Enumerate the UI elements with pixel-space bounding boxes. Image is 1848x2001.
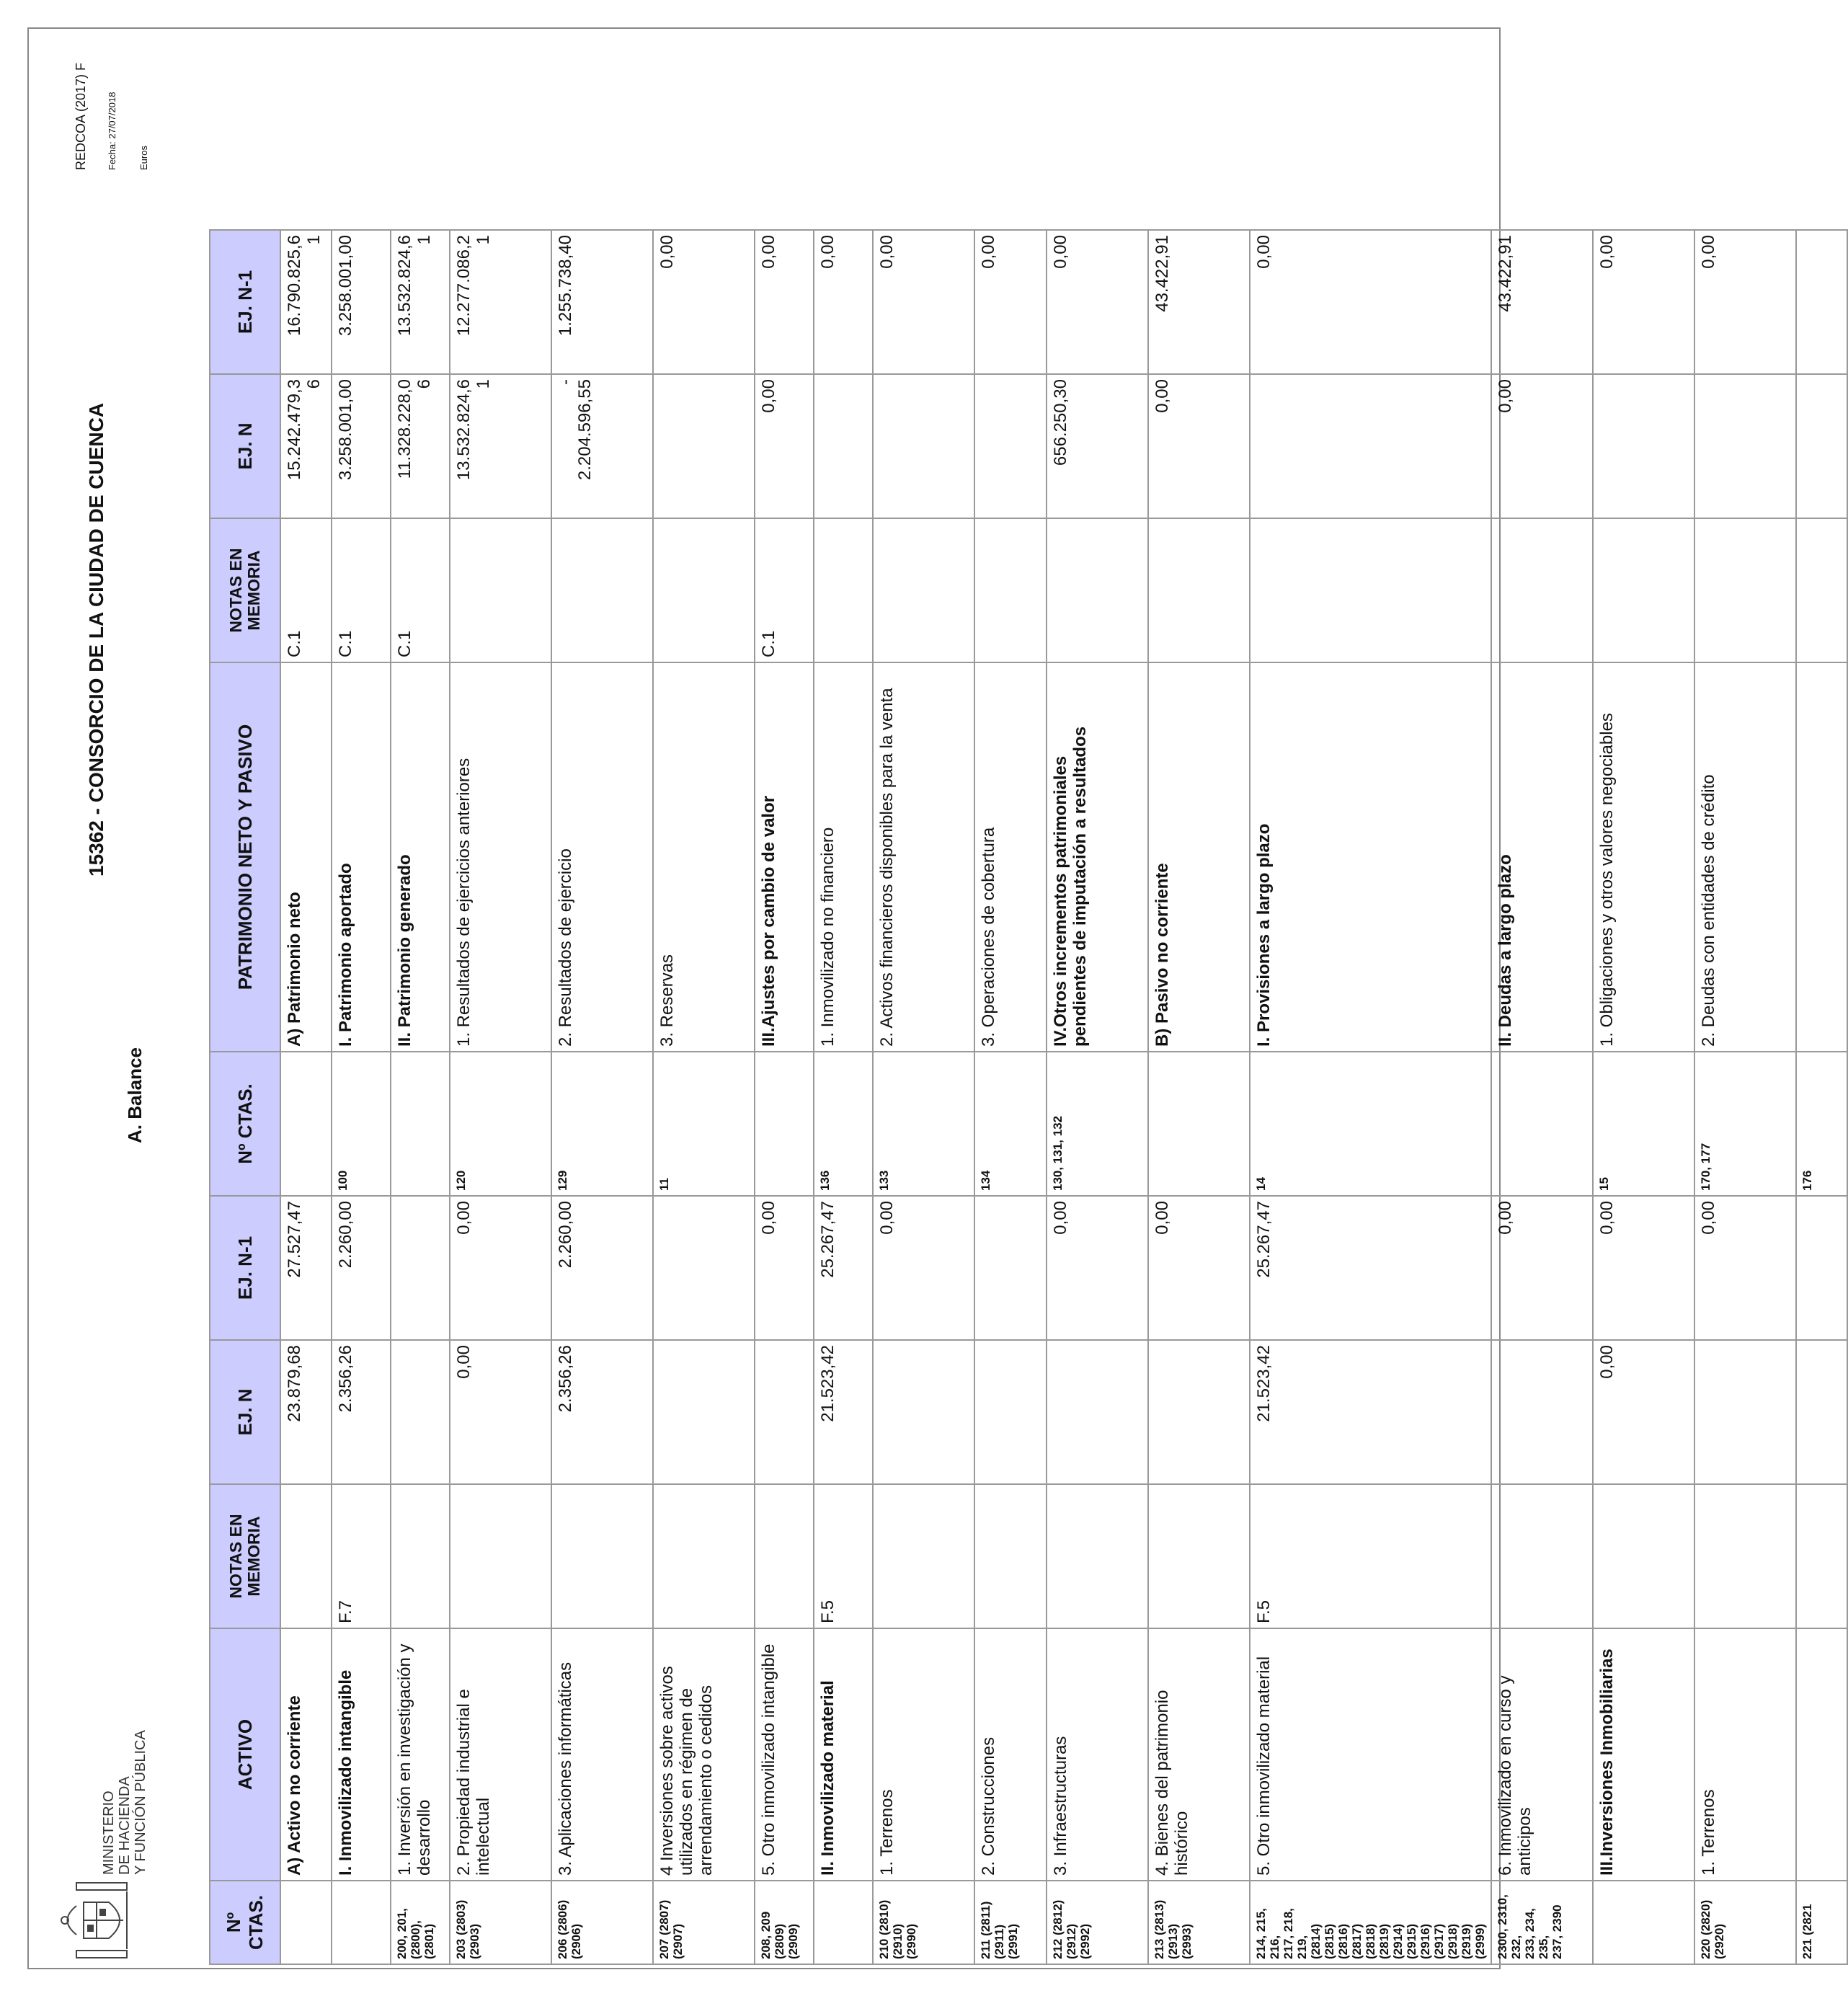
- cell-ej-n-activo: 0,00: [1593, 1340, 1694, 1484]
- cell-notas-pasivo: [1047, 518, 1148, 662]
- cell-ej-n-activo: [974, 1340, 1047, 1484]
- cell-activo: 4 Inversiones sobre activos utilizados en régimen de arrendamiento o cedidos: [653, 1628, 755, 1881]
- cell-ej-n1-activo: [391, 1196, 450, 1340]
- ministry-name: MINISTERIO DE HACIENDA Y FUNCIÓN PÚBLICA: [101, 1730, 148, 1875]
- cell-pasivo: IV.Otros incrementos patrimoniales pendientes de imputación a resultados: [1047, 662, 1148, 1052]
- cell-ctas-activo: 200, 201, (2800), (2801): [391, 1881, 450, 1964]
- table-row: [1694, 230, 1796, 1964]
- cell-ej-n-activo: 0,00: [450, 1340, 551, 1484]
- cell-activo: 4. Bienes del patrimonio histórico: [1148, 1628, 1250, 1881]
- cell-ctas-pasivo: 14: [1250, 1052, 1491, 1196]
- cell-ctas-pasivo: [755, 1052, 814, 1196]
- cell-ctas-activo: [814, 1881, 873, 1964]
- cell-ej-n-activo: [1148, 1340, 1250, 1484]
- cell-activo: III.Inversiones Inmobiliarias: [1593, 1628, 1694, 1881]
- cell-ej-n1-pasivo: 0,00: [974, 230, 1047, 374]
- cell-ctas-pasivo: [280, 1052, 332, 1196]
- cell-ej-n-activo: 21.523,42: [1250, 1340, 1491, 1484]
- cell-ej-n-pasivo: 13.532.824,6 1: [450, 374, 551, 518]
- cell-ej-n1-pasivo: 3.258.001,00: [332, 230, 391, 374]
- cell-ej-n1-pasivo: 0,00: [1250, 230, 1491, 374]
- cell-ej-n-pasivo: [974, 374, 1047, 518]
- table-row: [1148, 230, 1250, 1964]
- table-row: [1593, 230, 1694, 1964]
- cell-ej-n1-pasivo: 13.532.824,6 1: [391, 230, 450, 374]
- coat-of-arms-icon: [55, 1877, 141, 1964]
- cell-ej-n1-pasivo: 43.422,91: [1491, 230, 1593, 374]
- cell-notas-activo: F.5: [1250, 1484, 1491, 1628]
- cell-notas-activo: [450, 1484, 551, 1628]
- cell-notas-pasivo: [974, 518, 1047, 662]
- cell-notas-activo: [755, 1484, 814, 1628]
- report-date: Fecha: 27/07/2018: [107, 92, 117, 170]
- cell-activo: 1. Terrenos: [1694, 1628, 1796, 1881]
- cell-activo: II. Inmovilizado material: [814, 1628, 873, 1881]
- cell-notas-activo: [653, 1484, 755, 1628]
- cell-ctas-pasivo: 136: [814, 1052, 873, 1196]
- cell-ej-n1-activo: [1796, 1196, 1847, 1340]
- cell-activo: 6. Inmovilizado en curso y anticipos: [1491, 1628, 1593, 1881]
- table-row: [974, 230, 1047, 1964]
- cell-pasivo: [1796, 662, 1847, 1052]
- cell-ej-n1-pasivo: 0,00: [814, 230, 873, 374]
- cell-notas-activo: [1796, 1484, 1847, 1628]
- table-row: [814, 230, 873, 1964]
- cell-ej-n1-pasivo: 1.255.738,40: [551, 230, 653, 374]
- cell-ej-n-pasivo: [1796, 374, 1847, 518]
- cell-ej-n1-activo: 0,00: [1148, 1196, 1250, 1340]
- cell-ej-n-pasivo: [873, 374, 974, 518]
- cell-ej-n-activo: 2.356,26: [332, 1340, 391, 1484]
- report-code: REDCOA (2017) F: [74, 62, 88, 170]
- cell-notas-activo: [1694, 1484, 1796, 1628]
- cell-pasivo: B) Pasivo no corriente: [1148, 662, 1250, 1052]
- cell-ej-n1-activo: 0,00: [1047, 1196, 1148, 1340]
- cell-ej-n1-activo: 0,00: [1694, 1196, 1796, 1340]
- cell-notas-activo: [1047, 1484, 1148, 1628]
- cell-ctas-activo: 207 (2807) (2907): [653, 1881, 755, 1964]
- cell-notas-pasivo: [653, 518, 755, 662]
- cell-notas-pasivo: [873, 518, 974, 662]
- cell-notas-activo: [1491, 1484, 1593, 1628]
- cell-ej-n1-activo: 25.267,47: [1250, 1196, 1491, 1340]
- cell-ej-n-pasivo: 11.328.228,0 6: [391, 374, 450, 518]
- cell-ctas-pasivo: [1491, 1052, 1593, 1196]
- cell-ej-n1-activo: 2.260,00: [332, 1196, 391, 1340]
- table-row: [653, 230, 755, 1964]
- cell-ctas-activo: 221 (2821: [1796, 1881, 1847, 1964]
- cell-notas-pasivo: [1593, 518, 1694, 662]
- cell-activo: I. Inmovilizado intangible: [332, 1628, 391, 1881]
- cell-ej-n1-activo: 25.267,47: [814, 1196, 873, 1340]
- cell-activo: 1. Inversión en investigación y desarrollo: [391, 1628, 450, 1881]
- cell-ej-n-pasivo: 3.258.001,00: [332, 374, 391, 518]
- col-header-pasivo: PATRIMONIO NETO Y PASIVO: [210, 662, 280, 1052]
- cell-notas-pasivo: [450, 518, 551, 662]
- cell-activo: 3. Infraestructuras: [1047, 1628, 1148, 1881]
- cell-notas-pasivo: [1148, 518, 1250, 662]
- cell-pasivo: 2. Activos financieros disponibles para la venta: [873, 662, 974, 1052]
- cell-activo: 1. Terrenos: [873, 1628, 974, 1881]
- cell-ej-n-pasivo: 656.250,30: [1047, 374, 1148, 518]
- cell-ej-n-pasivo: 0,00: [1491, 374, 1593, 518]
- cell-notas-pasivo: [551, 518, 653, 662]
- cell-ej-n-activo: [1694, 1340, 1796, 1484]
- cell-activo: 2. Construcciones: [974, 1628, 1047, 1881]
- cell-pasivo: I. Provisiones a largo plazo: [1250, 662, 1491, 1052]
- cell-notas-activo: [551, 1484, 653, 1628]
- col-header-notas-pasivo: NOTAS EN MEMORIA: [210, 518, 280, 662]
- cell-notas-pasivo: [814, 518, 873, 662]
- table-header-row: [210, 230, 280, 1964]
- cell-ctas-activo: 208, 209 (2809) (2909): [755, 1881, 814, 1964]
- cell-ej-n1-activo: 27.527,47: [280, 1196, 332, 1340]
- col-header-ej-n-pasivo: EJ. N: [210, 374, 280, 518]
- cell-notas-pasivo: C.1: [391, 518, 450, 662]
- cell-pasivo: II. Deudas a largo plazo: [1491, 662, 1593, 1052]
- cell-pasivo: 3. Operaciones de cobertura: [974, 662, 1047, 1052]
- cell-ej-n-pasivo: [814, 374, 873, 518]
- cell-ctas-pasivo: 130, 131, 132: [1047, 1052, 1148, 1196]
- cell-ctas-pasivo: 15: [1593, 1052, 1694, 1196]
- cell-ej-n-activo: [653, 1340, 755, 1484]
- col-header-ej-n1-activo: EJ. N-1: [210, 1196, 280, 1340]
- cell-ej-n1-activo: 0,00: [1491, 1196, 1593, 1340]
- cell-notas-pasivo: C.1: [755, 518, 814, 662]
- cell-pasivo: A) Patrimonio neto: [280, 662, 332, 1052]
- cell-notas-activo: [1148, 1484, 1250, 1628]
- cell-ctas-pasivo: 129: [551, 1052, 653, 1196]
- cell-pasivo: II. Patrimonio generado: [391, 662, 450, 1052]
- cell-ej-n-pasivo: 15.242.479,3 6: [280, 374, 332, 518]
- cell-activo: A) Activo no corriente: [280, 1628, 332, 1881]
- cell-activo: 3. Aplicaciones informáticas: [551, 1628, 653, 1881]
- cell-ej-n1-pasivo: 43.422,91: [1148, 230, 1250, 374]
- cell-pasivo: III.Ajustes por cambio de valor: [755, 662, 814, 1052]
- cell-ctas-activo: [332, 1881, 391, 1964]
- cell-ctas-pasivo: 133: [873, 1052, 974, 1196]
- cell-ej-n1-pasivo: 16.790.825,6 1: [280, 230, 332, 374]
- cell-ctas-pasivo: 100: [332, 1052, 391, 1196]
- report-unit: Euros: [138, 146, 149, 170]
- cell-ej-n1-pasivo: 0,00: [755, 230, 814, 374]
- cell-pasivo: I. Patrimonio aportado: [332, 662, 391, 1052]
- cell-ej-n1-pasivo: 0,00: [1593, 230, 1694, 374]
- table-row: [450, 230, 551, 1964]
- cell-activo: 5. Otro inmovilizado material: [1250, 1628, 1491, 1881]
- cell-ctas-activo: 212 (2812) (2912) (2992): [1047, 1881, 1148, 1964]
- cell-ctas-activo: 210 (2810) (2910) (2990): [873, 1881, 974, 1964]
- cell-ej-n-activo: 23.879,68: [280, 1340, 332, 1484]
- table-body: [280, 230, 1847, 1964]
- cell-ctas-pasivo: 11: [653, 1052, 755, 1196]
- cell-ej-n1-activo: [974, 1196, 1047, 1340]
- cell-activo: [1796, 1628, 1847, 1881]
- cell-ej-n-pasivo: [1694, 374, 1796, 518]
- cell-ej-n-activo: [1047, 1340, 1148, 1484]
- table-row: [755, 230, 814, 1964]
- cell-ej-n1-activo: 0,00: [755, 1196, 814, 1340]
- cell-ej-n1-activo: 2.260,00: [551, 1196, 653, 1340]
- cell-ej-n1-activo: 0,00: [450, 1196, 551, 1340]
- cell-ej-n1-pasivo: [1796, 230, 1847, 374]
- cell-pasivo: 2. Resultados de ejercicio: [551, 662, 653, 1052]
- col-header-ctas-pasivo: Nº CTAS.: [210, 1052, 280, 1196]
- cell-ej-n-pasivo: [653, 374, 755, 518]
- cell-notas-pasivo: [1796, 518, 1847, 662]
- cell-ej-n1-activo: [653, 1196, 755, 1340]
- cell-ej-n1-pasivo: 0,00: [873, 230, 974, 374]
- cell-ej-n-activo: [1491, 1340, 1593, 1484]
- cell-ctas-pasivo: [391, 1052, 450, 1196]
- cell-ej-n-activo: [391, 1340, 450, 1484]
- cell-ej-n-activo: 2.356,26: [551, 1340, 653, 1484]
- table-row: [873, 230, 974, 1964]
- cell-notas-activo: [391, 1484, 450, 1628]
- cell-ej-n-pasivo: 0,00: [1148, 374, 1250, 518]
- cell-ej-n1-pasivo: 12.277.086,2 1: [450, 230, 551, 374]
- document-subtitle: A. Balance: [124, 1047, 146, 1143]
- cell-ctas-pasivo: 170, 177: [1694, 1052, 1796, 1196]
- cell-ctas-pasivo: 120: [450, 1052, 551, 1196]
- table-row: [551, 230, 653, 1964]
- cell-ej-n1-pasivo: 0,00: [1047, 230, 1148, 374]
- cell-notas-activo: [873, 1484, 974, 1628]
- table-row: [391, 230, 450, 1964]
- cell-ctas-pasivo: 134: [974, 1052, 1047, 1196]
- cell-ej-n1-pasivo: 0,00: [1694, 230, 1796, 374]
- table-row: [280, 230, 332, 1964]
- cell-pasivo: 2. Deudas con entidades de crédito: [1694, 662, 1796, 1052]
- cell-ej-n1-activo: 0,00: [1593, 1196, 1694, 1340]
- cell-ctas-activo: 2300, 2310, 232, 233, 234, 235, 237, 2390: [1491, 1881, 1593, 1964]
- cell-pasivo: 1. Resultados de ejercicios anteriores: [450, 662, 551, 1052]
- col-header-ej-n-activo: EJ. N: [210, 1340, 280, 1484]
- cell-notas-pasivo: [1694, 518, 1796, 662]
- cell-ctas-pasivo: 176: [1796, 1052, 1847, 1196]
- col-header-ej-n1-pasivo: EJ. N-1: [210, 230, 280, 374]
- col-header-notas-activo: NOTAS EN MEMORIA: [210, 1484, 280, 1628]
- balance-table: [209, 229, 1848, 1965]
- cell-ej-n-pasivo: 0,00: [755, 374, 814, 518]
- cell-pasivo: 3. Reservas: [653, 662, 755, 1052]
- document-title: 15362 - CONSORCIO DE LA CIUDAD DE CUENCA: [85, 402, 107, 877]
- table-row: [332, 230, 391, 1964]
- cell-ctas-activo: 220 (2820) (2920): [1694, 1881, 1796, 1964]
- cell-notas-activo: [280, 1484, 332, 1628]
- cell-pasivo: 1. Inmovilizado no financiero: [814, 662, 873, 1052]
- cell-ctas-pasivo: [1148, 1052, 1250, 1196]
- cell-notas-activo: [974, 1484, 1047, 1628]
- cell-ej-n1-activo: 0,00: [873, 1196, 974, 1340]
- cell-ej-n-pasivo: [1593, 374, 1694, 518]
- cell-ctas-activo: 214, 215, 216, 217, 218, 219, (2814) (2815) (2816) (2817) (2818) (2819) (2914) (2915) (2916) (2917) (2918) (2919) (2999): [1250, 1881, 1491, 1964]
- cell-ej-n1-pasivo: 0,00: [653, 230, 755, 374]
- cell-activo: 5. Otro inmovilizado intangible: [755, 1628, 814, 1881]
- cell-notas-pasivo: C.1: [332, 518, 391, 662]
- cell-ej-n-activo: 21.523,42: [814, 1340, 873, 1484]
- cell-ctas-activo: 203 (2803) (2903): [450, 1881, 551, 1964]
- cell-ctas-activo: 211 (2811) (2911) (2991): [974, 1881, 1047, 1964]
- cell-ej-n-activo: [1796, 1340, 1847, 1484]
- col-header-activo: ACTIVO: [210, 1628, 280, 1881]
- cell-ej-n-activo: [755, 1340, 814, 1484]
- cell-activo: 2. Propiedad industrial e intelectual: [450, 1628, 551, 1881]
- cell-ctas-activo: [1593, 1881, 1694, 1964]
- cell-ctas-activo: 213 (2813) (2913) (2993): [1148, 1881, 1250, 1964]
- cell-notas-pasivo: [1250, 518, 1491, 662]
- cell-ej-n-pasivo: [1250, 374, 1491, 518]
- col-header-ctas-activo: Nº CTAS.: [210, 1881, 280, 1964]
- cell-ctas-activo: [280, 1881, 332, 1964]
- cell-notas-activo: F.7: [332, 1484, 391, 1628]
- cell-ctas-activo: 206 (2806) (2906): [551, 1881, 653, 1964]
- cell-notas-activo: F.5: [814, 1484, 873, 1628]
- table-row: [1796, 230, 1847, 1964]
- table-row: [1491, 230, 1593, 1964]
- cell-notas-activo: [1593, 1484, 1694, 1628]
- cell-notas-pasivo: C.1: [280, 518, 332, 662]
- cell-pasivo: 1. Obligaciones y otros valores negociables: [1593, 662, 1694, 1052]
- table-row: [1047, 230, 1148, 1964]
- cell-notas-pasivo: [1491, 518, 1593, 662]
- table-row: [1250, 230, 1491, 1964]
- cell-ej-n-pasivo: - 2.204.596,55: [551, 374, 653, 518]
- cell-ej-n-activo: [873, 1340, 974, 1484]
